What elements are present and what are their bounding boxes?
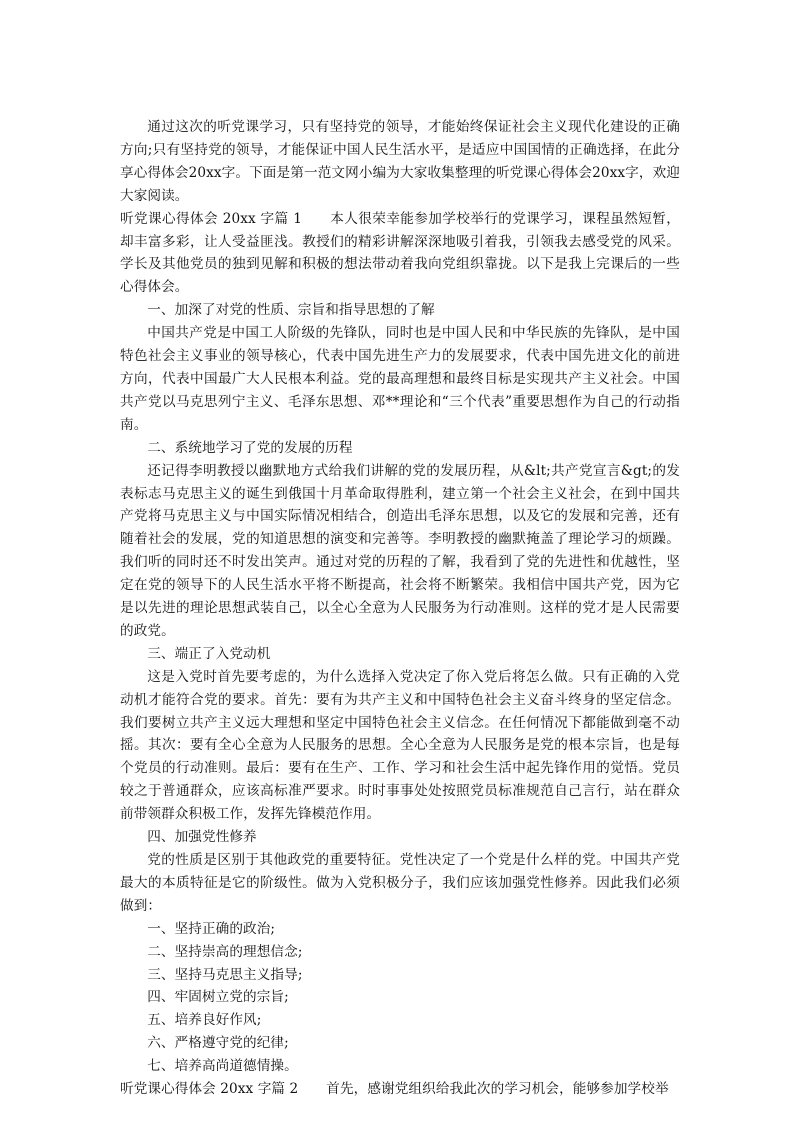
- article-1-opening: 本人很荣幸能参加学校举行的党课学习，课程虽然短暂，却丰富多彩，让人受益匪浅。教授们的精彩讲解深深地吸引着我，引领我去感受党的风采。学长及其他党员的独到见解和积极的想法带动着我向党组织靠拢。以下是我上完课后的一些心得体会。: [120, 210, 681, 296]
- list-item: 五、培养良好作风;: [147, 1012, 262, 1029]
- list-item: 一、坚持正确的政治;: [147, 920, 276, 937]
- article-2-title: 听党课心得体会 20xx 字篇 2: [120, 1081, 299, 1098]
- list-item: 七、培养高尚道德情操。: [147, 1058, 298, 1075]
- list-item: 二、坚持崇高的理想信念;: [147, 943, 303, 960]
- section-1-heading: 一、加深了对党的性质、宗旨和指导思想的了解: [147, 302, 435, 319]
- list-item: 四、牢固树立党的宗旨;: [147, 989, 289, 1006]
- article-2-paragraph: [120, 1078, 680, 1101]
- article-2-opening: 首先，感谢党组织给我此次的学习机会，能够参加学校举: [326, 1081, 669, 1098]
- section-2-body: 还记得李明教授以幽默地方式给我们讲解的党的发展历程，从&lt;共产党宣言&gt;的发表标志马克思主义的诞生到俄国十月革命取得胜利，建立第一个社会主义社会，在到中国共产党将马克思主义与中国实际情况相结合，创造出毛泽东思想，以及它的发展和完善，还有随着社会的发展，党的知道思想的演变和完善等。李明教授的幽默掩盖了理论学习的烦躁。我们听的同时还不时发出笑声。通过对党的历程的了解，我看到了党的先进性和优越性，坚定在党的领导下的人民生活水平将不断提高，社会将不断繁荣。我相信中国共产党，因为它是以先进的理论思想武装自己，以全心全意为人民服务为行动准则。这样的党才是人民需要的政党。: [120, 462, 680, 639]
- section-4-heading: 四、加强党性修养: [147, 829, 257, 846]
- article-1-paragraph: [120, 208, 680, 300]
- section-3-body: 这是入党时首先要考虑的，为什么选择入党决定了你入党后将怎么做。只有正确的入党动机才能符合党的要求。首先：要有为共产主义和中国特色社会主义奋斗终身的坚定信念。我们要树立共产主义远大理想和坚定中国特色社会主义信念。在任何情况下都能做到毫不动摇。其次：要有全心全意为人民服务的思想。全心全意为人民服务是党的根本宗旨，也是每个党员的行动准则。最后：要有在生产、工作、学习和社会生活中起先锋作用的觉悟。党员较之于普通群众，应该高标准严要求。时时事事处处按照党员标准规范自己言行，站在群众前带领群众积极工作，发挥先锋模范作用。: [120, 668, 680, 823]
- section-4-body: 党的性质是区别于其他政党的重要特征。党性决定了一个党是什么样的党。中国共产党最大的本质特征是它的阶级性。做为入党积极分子，我们应该加强党性修养。因此我们必须做到：: [120, 852, 680, 914]
- section-3-heading: 三、端正了入党动机: [147, 645, 271, 662]
- intro-paragraph: 通过这次的听党课学习，只有坚持党的领导，才能始终保证社会主义现代化建设的正确方向;只有坚持党的领导，才能保证中国人民生活水平，是适应中国国情的正确选择，在此分享心得体会20xx字。下面是第一范文网小编为大家收集整理的听党课心得体会20xx字，欢迎大家阅读。: [120, 119, 680, 204]
- section-1-body: 中国共产党是中国工人阶级的先锋队，同时也是中国人民和中华民族的先锋队，是中国特色社会主义事业的领导核心，代表中国先进生产力的发展要求，代表中国先进文化的前进方向，代表中国最广大人民根本利益。党的最高理想和最终目标是实现共产主义社会。中国共产党以马克思列宁主义、毛泽东思想、邓**理论和“三个代表”重要思想作为自己的行动指南。: [120, 325, 680, 433]
- section-2-heading: 二、系统地学习了党的发展的历程: [147, 439, 353, 456]
- list-item: 三、坚持马克思主义指导;: [147, 966, 303, 983]
- document-body: [120, 116, 680, 1101]
- list-item: 六、严格遵守党的纪律;: [147, 1035, 289, 1052]
- article-1-title: 听党课心得体会 20xx 字篇 1: [120, 210, 302, 227]
